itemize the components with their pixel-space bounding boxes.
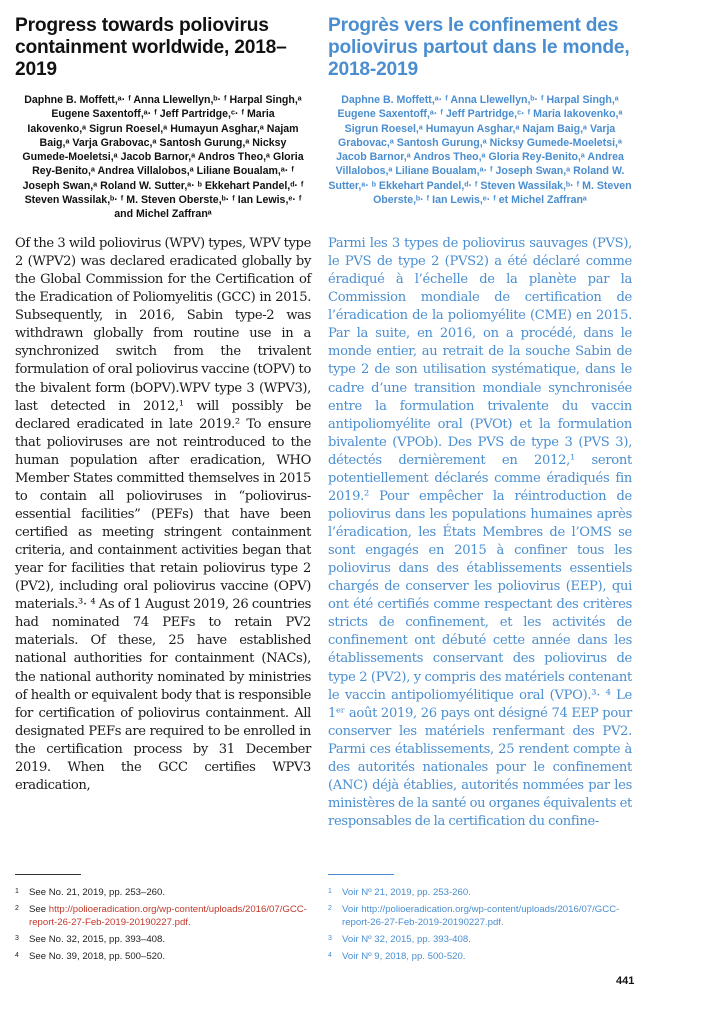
footnote [15, 933, 315, 946]
footnote [15, 950, 315, 963]
footnote-text: Voir Nº 32, 2015, pp. 393-408. [342, 934, 471, 945]
footnote-text: Voir Nº 21, 2019, pp. 253-260. [342, 887, 471, 898]
french-body: Parmi les 3 types de poliovirus sauvages (PVS), le PVS de type 2 (PVS2) a été déclaré comme éradiqué à l’échelle de la planète par la Commission mondiale de certification de l’éradication de la poliomyélite (CME) en 2015. Par la suite, en 2016, on a procédé, dans le monde entier, au retrait de la souche Sabin de type 2 de son utilisation systématique, dans le cadre d’une transition mondiale synchronisée entre la formulation trivalente du vaccin antipoliomyélite oral (PVOt) et la formulation bivalente (VPOb). Des PVS de type 3 (PVS 3), détectés dernièrement en 2012,¹ seront potentiellement déclarés comme éradiqués fin 2019.² Pour empêcher la réintroduction de poliovirus dans les populations humaines après l’éradication, les États Membres de l’OMS se sont engagés en 2015 à confiner tous les poliovirus dans des établissements essentiels chargés de conserver les poliovirus (EEP), qui ont été certifiés comme respectant des critères stricts de confinement, et les activités de confinement ont débuté cette année dans les établissements conservant des poliovirus de type 2 (PV2), y compris des matériels contenant le vaccin antipoliomyélitique oral (VPO).³· ⁴ Le 1ᵉʳ août 2019, 26 pays ont désigné 74 EEP pour conserver les matériels renfermant des PV2. Parmi ces établissements, 25 rendent compte à des autorités nationales pour le confinement (ANC) déjà établies, autorités nommées par les ministères de la santé ou organes équivalents et responsables de la certification du confine- [328, 236, 632, 829]
french-footnote-rule [328, 874, 394, 875]
english-column [15, 15, 311, 795]
footnote-text: See No. 21, 2019, pp. 253–260. [29, 887, 166, 898]
footnote [328, 903, 628, 929]
footnote-text: See No. 39, 2018, pp. 500–520. [29, 951, 166, 962]
french-title: Progrès vers le confinement des poliovirus partout dans le monde, 2018-2019 [328, 15, 630, 80]
footnote [328, 886, 628, 899]
footnote-number: 3 [15, 935, 19, 942]
footnote-number: 4 [15, 952, 19, 959]
footnote [15, 903, 315, 929]
english-title: Progress towards poliovirus containment worldwide, 2018–2019 [15, 15, 287, 80]
french-column [328, 15, 632, 831]
footnote-number: 1 [328, 888, 332, 895]
footnote [15, 886, 315, 899]
english-authors: Daphne B. Moffett,ᵃ· ᶠ Anna Llewellyn,ᵇ· ᶠ Harpal Singh,ᵃ Eugene Saxentoff,ᵃ· ᶠ Jeff Partridge,ᶜ· ᶠ Maria Iakovenko,ᵃ Sigrun Roesel,ᵃ Humayun Asghar,ᵃ Najam Baig,ᵃ Varja Grabovac,ᵃ Santosh Gurung,ᵃ Nicksy Gumede-Moeletsi,ᵃ Jacob Barnor,ᵃ Andros Theo,ᵃ Gloria Rey-Benito,ᵃ Andrea Villalobos,ᵃ Liliane Boualam,ᵃ· ᶠ Joseph Swan,ᵃ Roland W. Sutter,ᵃ· ᵇ Ekkehart Pandel,ᵈ· ᶠ Steven Wassilak,ᵇ· ᶠ M. Steven Oberste,ᵇ· ᶠ Ian Lewis,ᵉ· ᶠ and Michel Zaffranᵃ [22, 94, 304, 221]
footnote-link[interactable]: http://polioeradication.org/wp-content/uploads/2016/07/GCC-report-26-27-Feb-2019-20190227.pdf. [29, 904, 307, 928]
footnote-text: See No. 32, 2015, pp. 393–408. [29, 934, 166, 945]
english-footnotes [15, 886, 315, 967]
english-body: Of the 3 wild poliovirus (WPV) types, WPV type 2 (WPV2) was declared eradicated globally by the Global Commission for the Certification of the Eradication of Poliomyelitis (GCC) in 2015. Subsequently, in 2016, Sabin type-2 was withdrawn globally from routine use in a synchronized switch from the trivalent formulation of oral poliovirus vaccine (tOPV) to the bivalent form (bOPV).WPV type 3 (WPV3), last detected in 2012,¹ will possibly be declared eradicated in late 2019.² To ensure that polioviruses are not reintroduced to the human population after eradication, WHO Member States committed themselves in 2015 to contain all polioviruses in “poliovirus-essential facilities” (PEFs) that have been certified as meeting stringent containment criteria, and containment activities began that year for facilities that retain poliovirus type 2 (PV2), including oral poliovirus vaccine (OPV) materials.³· ⁴ As of 1 August 2019, 26 countries had nominated 74 PEFs to retain PV2 materials. Of these, 25 have established national authorities for containment (NACs), the national authority nominated by ministries of health or equivalent body that is responsible for certification of poliovirus containment. All designated PEFs are required to be enrolled in the certification process by 31 December 2019. When the GCC certifies WPV3 eradication, [15, 236, 311, 793]
footnote [328, 950, 628, 963]
footnote-number: 1 [15, 888, 19, 895]
french-authors: Daphne B. Moffett,ᵃ· ᶠ Anna Llewellyn,ᵇ· ᶠ Harpal Singh,ᵃ Eugene Saxentoff,ᵃ· ᶠ Jeff Partridge,ᶜ· ᶠ Maria Iakovenko,ᵃ Sigrun Roesel,ᵃ Humayun Asghar,ᵃ Najam Baig,ᵃ Varja Grabovac,ᵃ Santosh Gurung,ᵃ Nicksy Gumede-Moeletsi,ᵃ Jacob Barnor,ᵃ Andros Theo,ᵃ Gloria Rey-Benito,ᵃ Andrea Villalobos,ᵃ Liliane Boualam,ᵃ· ᶠ Joseph Swan,ᵃ Roland W. Sutter,ᵃ· ᵇ Ekkehart Pandel,ᵈ· ᶠ Steven Wassilak,ᵇ· ᶠ M. Steven Oberste,ᵇ· ᶠ Ian Lewis,ᵉ· ᶠ et Michel Zaffranᵃ [328, 94, 632, 207]
french-footnotes [328, 886, 628, 967]
footnote-number: 3 [328, 935, 332, 942]
footnote-text: Voir Nº 9, 2018, pp. 500-520. [342, 951, 466, 962]
footnote-text [29, 903, 315, 929]
page-number: 441 [616, 975, 635, 987]
footnote-prefix: Voir [342, 904, 362, 915]
footnote [328, 933, 628, 946]
footnote-number: 2 [15, 905, 19, 912]
footnote-text [342, 903, 628, 929]
english-footnote-rule [15, 874, 81, 875]
footnote-link[interactable]: http://polioeradication.org/wp-content/uploads/2016/07/GCC-report-26-27-Feb-2019-20190227.pdf. [342, 904, 620, 928]
footnote-prefix: See [29, 904, 49, 915]
footnote-number: 2 [328, 905, 332, 912]
footnote-number: 4 [328, 952, 332, 959]
